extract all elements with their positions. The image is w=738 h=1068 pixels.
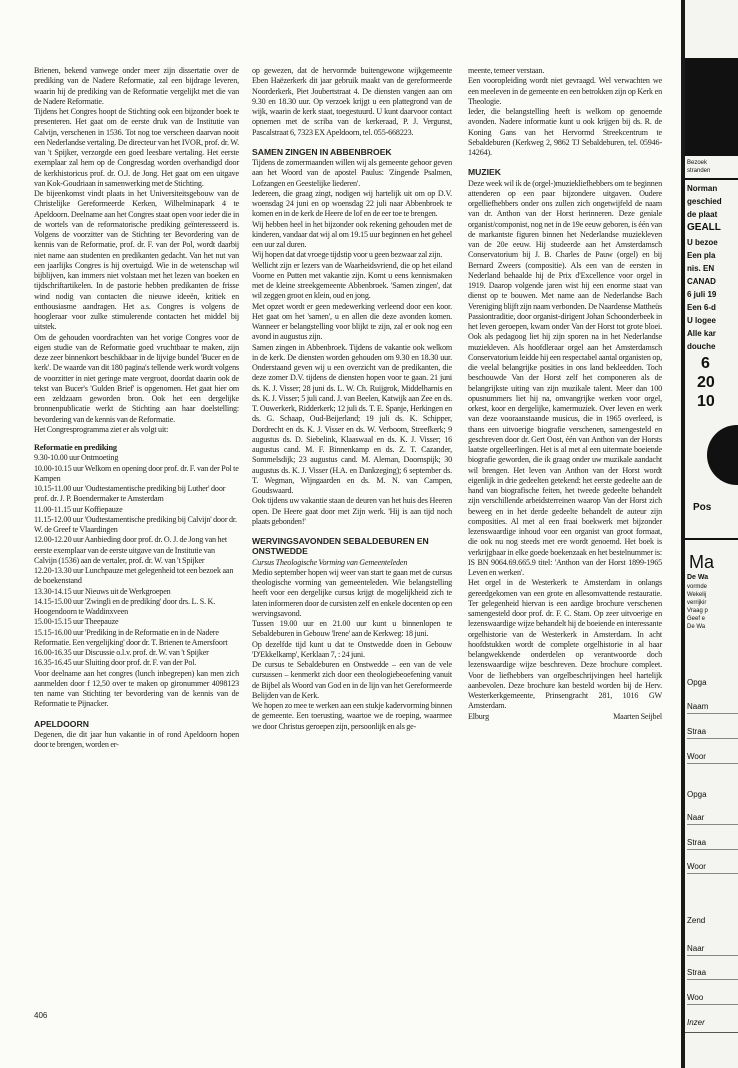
form-line — [687, 873, 738, 874]
rule — [685, 1032, 738, 1033]
paragraph: We hopen zo mee te werken aan een stukje kadervorming binnen de gemeente. Een toerusting, waartoe we de roeping, waarmee we door Christus geroepen zijn, persoonlijk en als ge- — [252, 701, 452, 731]
form-field-label: Straa — [687, 968, 707, 977]
program-item: 10.15-11.00 uur 'Oudtestamentische prediking bij Luther' door prof. dr. J. P. Boendermaker te Amsterdam — [34, 484, 226, 504]
paragraph: Voor deelname aan het congres (lunch inbegrepen) kan men zich aanmelden door f 12,50 over te maken op gironummer 4098123 ten name van Stichting ter bevordering van de kennis van de Reformatie te Pijnacker. — [34, 668, 239, 709]
paragraph: Een vooropleiding wordt niet gevraagd. Wel verwachten we een meeleven in de gemeente en een betrokken zijn op Kerk en Theologie. — [468, 76, 662, 106]
form-field-label: Woor — [687, 862, 706, 871]
paragraph: Wij hopen dat dat vroege tijdstip voor u geen bezwaar zal zijn. — [252, 250, 443, 260]
strip-number: 6 — [701, 355, 710, 372]
form-field-label: Straa — [687, 838, 707, 847]
program-item: 11.15-12.00 uur 'Oudtestamentische prediking bij Calvijn' door dr. W. de Greef te Vlaardingen — [34, 514, 237, 534]
paragraph: Ook tijdens uw vakantie staan de deuren van het huis des Heeren open. De Heere gaat door met Zijn werk. 'Hij is aan tijd noch plaats gebonden!' — [252, 496, 452, 526]
section-heading-wervingsavonden: WERVINGSAVONDEN SEBALDEBUREN EN ONSTWEDDE — [252, 536, 429, 557]
program-item: 15.00-15.15 uur Theepauze — [34, 617, 119, 627]
ad-graphic — [707, 425, 738, 485]
paragraph: Degenen, die dit jaar hun vakantie in of rond Apeldoorn hopen door te brengen, worden er- — [34, 729, 239, 749]
paragraph: meente, temeer verstaan. — [468, 66, 545, 75]
strip-text: GEALL — [687, 222, 721, 233]
column-2 — [252, 66, 452, 732]
program-item: 12.00-12.20 uur Aanbieding door prof. dr. O. J. de Jong van het eerste exemplaar van de eerste uitgave van de Institutie van Calvijn (1536) aan de vertaler, prof. dr. W. van 't Spijker — [34, 535, 227, 565]
strip-text: U bezoe — [687, 238, 718, 247]
program-item: 10.00-10.15 uur Welkom en opening door prof. dr. F. van der Pol te Kampen — [34, 463, 239, 483]
signature — [468, 712, 662, 722]
paragraph: Wij hebben heel in het bijzonder ook rekening gehouden met de kinderen, vandaar dat wij al om 19.15 uur beginnen en het geheel een uur zal duren. — [252, 219, 452, 249]
program-item: 9.30-10.00 uur Ontmoeting — [34, 453, 119, 463]
paragraph: Samen zingen in Abbenbroek. Tijdens de vakantie ook welkom in de kerk. De diensten worden gehouden om 9.30 en 18.30 uur. Onderstaand geven wij u een overzicht van de predikanten, die deze zomer D.V. tijdens de diensten hopen voor te gaan. 21 juni ds. K. J. Visser; 28 juni ds. L. W. Ch. Ruijgrok, Middelharnis en ds. K. J. Visser; 5 juli cand. J. van Beelen, Katwijk aan Zee en ds. T. Ouwerkerk, Ridderkerk; 12 juli ds. T. E. Spanje, Herkingen en ds. G. Schaap, Oud-Beijerland; 19 juli ds. K. Schipper, Dordrecht en ds. K. J. Visser en ds. W. Verboom, Streefkerk; 9 augustus ds. D. Siebelink, Klaaswaal en ds. K. J. Visser; 16 augustus cand. M. F. Binnenkamp en ds. Z. T. Cazander, Sommelsdijk; 23 augustus cand. M. Aleman, Doornspijk; 30 augustus ds. K. J. Visser (H.A. en Dankzeging); 6 september ds. T. Wegman, Wijngaarden en ds. M. N. van Campen, Goudswaard. — [252, 342, 452, 495]
strip-text: Een pla — [687, 251, 716, 260]
section-heading-muziek: MUZIEK — [468, 167, 501, 178]
form-field-label: Naar — [687, 813, 705, 822]
rule — [685, 538, 738, 540]
program-item: 14.15-15.00 uur 'Zwingli en de prediking' door drs. L. S. K. Hoogendoorn te Waddinxveen — [34, 596, 216, 616]
form-field-label: Naar — [687, 944, 705, 953]
form-line — [687, 738, 738, 739]
strip-text: de plaat — [687, 210, 718, 219]
column-3 — [468, 66, 662, 722]
strip-number: 10 — [697, 393, 715, 410]
strip-text: stranden — [687, 168, 711, 174]
paragraph: De cursus te Sebaldeburen en Onstwedde – een van de vele cursussen – kenmerkt zich door een theologiebeoefening vanuit de Bijbel als Woord van God en in de lijn van het Gereformeerde Belijden van de Kerk. — [252, 660, 452, 700]
adjacent-page-strip — [685, 0, 738, 1068]
strip-text: vormde — [687, 584, 708, 590]
strip-text: Alle kar — [687, 329, 716, 338]
paragraph: Om de gehouden voordrachten van het vorige Congres voor de eigen studie van de Reformatie goed vruchtbaar te maken, zijn deze zeer binnenkort beschikbaar in de lijvige bundel 'Bucer en de kerk'. De waarde van dit 180 pagina's tellende werk wordt volgens de voorzitter in niet geringe mate vergroot, doordat daarin ook de tekst van Bucer's 'Gulden Brief' is opgenomen. Het gaat hier om een zeldzaam geworden bron. Ook het een dergelijke bronnenpublicatie werkt de Stichting aan haar doelstelling: bevordering van de kennis van de Reformatie. — [34, 332, 239, 424]
strip-text: De Wa — [687, 624, 706, 630]
program-item: 16.35-16.45 uur Sluiting door prof. dr. F. van der Pol. — [34, 658, 197, 668]
paragraph: Tijdens het Congres hoopt de Stichting ook een bijzonder boek te presenteren. Het gaat om de eerste druk van de Institutie van Calvijn, verschenen in 1536. Tot nog toe verscheen daarvan nooit een Nederlandse vertaling. De directeur van het IVOR, prof. dr. W. van 't Spijker, verzorgde een goed leesbare vertaling. Het eerste exemplaar zal hem op de Congresdag worden overhandigd door de kerkhistoricus prof. dr. O.J. de Jong. Het gaat om een uitgave van Kok-Goudriaan in samenwerking met de Stichting. — [34, 107, 239, 188]
ad-header-block — [685, 58, 738, 156]
paragraph: Met opzet wordt er geen medewerking verleend door een koor. Het gaat om het 'samen', u en allen die deze avonden komen. Wanneer er belangstelling voor blijkt te zijn, zal er ook nog een avond in augustus zijn. — [252, 301, 452, 342]
strip-text: Vraag p — [687, 608, 708, 614]
form-line — [687, 849, 738, 850]
strip-text: douche — [687, 342, 716, 351]
program-heading: Reformatie en prediking — [34, 443, 117, 452]
strip-text: nis. EN — [687, 264, 715, 273]
column-1 — [34, 66, 239, 750]
section-heading-abbenbroek: SAMEN ZINGEN IN ABBENBROEK — [252, 146, 392, 157]
form-field-label: Opga — [687, 790, 707, 799]
program-item: 13.30-14.15 uur Nieuws uit de Werkgroepen — [34, 586, 171, 596]
paragraph: op gewezen, dat de hervormde buitengewone wijkgemeente Eben Haëzerkerk dit jaar gebruik maakt van de gereformeerde Noorderkerk, Piet Joubertstraat 4. De diensten vangen aan om 9.30 en 18.30 uur. Op verzoek krijgt u een plattegrond van de wijk, waarin de kerk staat, toegestuurd. U kunt daarvoor contact opnemen met de scriba van de kerkeraad, P. J. Vergunst, Pascalstraat 6, 7323 EX Apeldoorn, tel. 055-668223. — [252, 66, 452, 137]
strip-text: Pos — [693, 502, 712, 513]
paragraph: Medio september hopen wij weer van start te gaan met de cursus theologische vorming van gemeenteleden. Wie belangstelling heeft voor een dergelijke cursus krijgt de mogelijkheid zich te laten informeren door de cursisten zelf en enkele docenten op een wervingsavond. — [252, 567, 452, 618]
strip-text: Bezoek — [687, 160, 708, 166]
strip-text: geschied — [687, 197, 722, 206]
page-number: 406 — [34, 1011, 48, 1020]
paragraph: De bijeenkomst vindt plaats in het Universiteitsgebouw van de Christelijke Gereformeerde Kerken, Wilhelminapark 4 te Apeldoorn. Deelname aan het Congres staat open voor ieder die in de wortels van de reformatorische prediking geïnteresseerd is. Volgens de voorzitter van de Stichting ter Bevordering van de kennis van de Reformatie, prof. dr. F. van der Pol, wordt daarbij niet name aan studenten en predikanten gedacht. Van het nut van een jaarlijks Congres is hij overtuigd. Wie in de wetenschap wil bijblijven, kan immers niet volstaan met het lezen van boeken en tijdschriftartikelen. In de pastorie hebben predikanten de frisse wind nodig van contacten die nieuwe ideeën, kritiek en enthousiasme aandragen. Het a.s. Congres is volgens de hoogleraar voor zulke stimulerende contacten het middel bij uitstek. — [34, 189, 239, 332]
strip-text: Geef e — [687, 616, 706, 622]
congress-program — [34, 453, 239, 668]
strip-text: 6 juli 19 — [687, 290, 717, 299]
form-field-label: Zend — [687, 916, 706, 925]
form-line — [687, 979, 738, 980]
paragraph: Ieder, die belangstelling heeft is welkom op genoemde avonden. Nadere informatie kunt u ook krijgen bij ds. R. de Koning Gans van het Hervormd Streekcentrum te Sebaldeburen (Kerkweg 2, 9862 TJ Sebaldeburen, tel. 05946-14264). — [468, 107, 662, 157]
strip-text: De Wa — [687, 574, 709, 581]
paragraph: Deze week wil ik de (orgel-)muziekliefhebbers om te beginnen attenderen op een paar bijzondere uitgaven. Oudere orgelliefhebbers onder ons zullen zich ongetwijfeld de naam van dr. Anthon van der Horst herinneren. Deze geniale organist/componist, nog net in de 19e eeuw geboren, is één van de markantste figuren binnen het Nederlandse muziekleven van de 20e eeuw. Hij studeerde aan het Amsterdamsch Conservatorium bij J. B. Charles de Pauw (orgel) en bij Bernard Zweers (compositie). Als een van de eersten in Nederland behaalde hij de Prix d'Excellence voor orgel in 1919. Daarop volgende jaren wist hij een enorme staat van dienst op te bouwen. Met name aan de Nederlandse Bach Vereniging blijft zijn naam verbonden. De Naardense Mattheüs Passiontraditie, door organist-dirigent Johan Schoonderbeek in het leven geroepen, kwam onder Van der Horst tot grote bloei. Ook als pedagoog liet hij zijn sporen na in het Nederlandse muziekleven. Als hoofdleraar orgel aan het Amsterdamsch Conservatorium leidde hij een respectabel aantal organisten op, die veelal belangrijke posities in ons land bekleedden. Toch beschouwde Van der Horst zelf het componeren als de belangrijkste uiting van zijn muzikale talent. Meer dan 100 opusnummers liet hij na, omvangrijke werken voor orgel, orkest, koor en dergelijke, kamermuziek. Over leven en werk van deze vooraanstaande musicus, die in 1965 overleed, is thans een uitvoerige biografie verschenen, samengesteld en geschreven door dr. Gert Oost, één van Anthon van der Horsts laatste orgelleerlingen. Het is al met al een uitermate boeiende biografie geworden, die ik graag onder uw muzikale aandacht wil brengen. Het leven van Anthon van der Horst wordt eigenlijk in drie gedeelten getekend: het eerste gedeelte aan de hand van biografische feiten, het tweede gedeelte behandelt zijn verschillende arbeidsterreinen waarop Van der Horst zich beweeg en in het derde gedeelte behandelt de auteur zijn composities. Al met al een fraai boekwerk met bijzonder lezenswaardige inhoud voor een organist van groot formaat, die ook nu nog steeds met ere wordt genoemd. Het boek is verkrijgbaar in elke goede boekenzaak en het bestelnummer is: IS BN 9064.69.665.9 titel: 'Anthon van der Horst 1899-1965 Leven en werken'. — [468, 178, 662, 577]
strip-number: 20 — [697, 374, 715, 391]
section-heading-apeldoorn: APELDOORN — [34, 718, 89, 729]
strip-text: Wekelij — [687, 592, 707, 598]
signature-name: Maarten Seijbel — [613, 711, 662, 721]
strip-text: CANAD — [687, 277, 716, 286]
form-field-label: Opga — [687, 678, 707, 687]
paragraph: Tussen 19.00 uur en 21.00 uur kunt u binnenlopen te Sebaldeburen in Gebouw 'Irene' aan de Kerkweg: 18 juni. — [252, 619, 452, 639]
paragraph: Het Congresprogramma ziet er als volgt uit: — [34, 424, 169, 434]
signature-place: Elburg — [468, 711, 489, 721]
strip-text: verrijkir — [687, 600, 707, 606]
paragraph: Het orgel in de Westerkerk te Amsterdam in onlangs gereedgekomen van een grote en allesomvattende restauratie. Ter gelegenheid hiervan is een aardige brochure verschenen samengesteld door prof. dr. F. C. Stam. Op zeer uitvoerige en lezenswaardige wijze behandelt hij de boeiende en interessante orgelhistorie van de Westerkerk in Amsterdam. In acht hoofdstukken wordt de complete orgelhistorie in al haar belangwekkende onderdelen op verantwoorde doch lezenswaardige wijze beschreven. Deze brochure compleet. Voor de liefhebbers van orgelbeschrijvingen heel hartelijk aanbevolen. Deze brochure kan besteld worden bij de Herv. Westerkerkgemeente, Prinsengracht 281, 1016 GW Amsterdam. — [468, 578, 662, 711]
program-item: 15.15-16.00 uur 'Prediking in de Reformatie en in de Nadere Reformatie. Een vergelijking' door dr. T. Brienen te Amersfoort — [34, 627, 228, 647]
form-line — [687, 824, 738, 825]
form-line — [687, 955, 738, 956]
rule — [685, 178, 738, 180]
program-item: 12.20-13.30 uur Lunchpauze met gelegenheid tot een bezoek aan de boekenstand — [34, 566, 234, 586]
form-field-label: Woor — [687, 752, 706, 761]
paragraph: Brienen, bekend vanwege onder meer zijn dissertatie over de prediking van de Nadere Reformatie, zal een bijdrage leveren, waarin hij de prediking van de Reformatie vergelijkt met die van de Nadere Reformatie. — [34, 66, 239, 106]
program-item: 16.00-16.35 uur Discussie o.l.v. prof. dr. W. van 't Spijker — [34, 648, 209, 657]
form-line — [687, 763, 738, 764]
form-line — [687, 1004, 738, 1005]
form-line — [687, 713, 738, 714]
subtitle: Cursus Theologische Vorming van Gemeenteleden — [252, 557, 408, 567]
paragraph: Iedereen, die graag zingt, nodigen wij hartelijk uit om op D.V. woensdag 24 juni en op woensdag 22 juli naar Abbenbroek te komen en in de kerk de Heere de lof en de eer toe te brengen. — [252, 188, 452, 219]
paragraph: Wellicht zijn er lezers van de Waarheidsvriend, die op het eiland Voorne en Putten met vakantie zijn. Komt u eens kennismaken met de kleine streekgemeente Abbenbroek. 'Samen zingen', dat wil zeggen groot en klein, oud en jong. — [252, 260, 452, 301]
strip-text: U logee — [687, 316, 716, 325]
form-field-label: Woo — [687, 993, 704, 1002]
strip-text: Norman — [687, 184, 718, 193]
program-item: 11.00-11.15 uur Koffiepauze — [34, 504, 123, 514]
form-field-label: Inzer — [687, 1018, 705, 1027]
paragraph: Op dezelfde tijd kunt u dat te Onstwedde doen in Gebouw 'D'Ekkelkamp', Kerklaan 7, : 24 juni. — [252, 639, 452, 659]
strip-text: Ma — [689, 552, 715, 572]
form-field-label: Straa — [687, 727, 707, 736]
paragraph: Tijdens de zomermaanden willen wij als gemeente gehoor geven aan het Woord van de apostel Paulus: 'Zingende Psalmen, Lofzangen en Geestelijke liederen'. — [252, 158, 452, 188]
strip-text: Een 6-d — [687, 303, 716, 312]
form-field-label: Naam — [687, 702, 709, 711]
